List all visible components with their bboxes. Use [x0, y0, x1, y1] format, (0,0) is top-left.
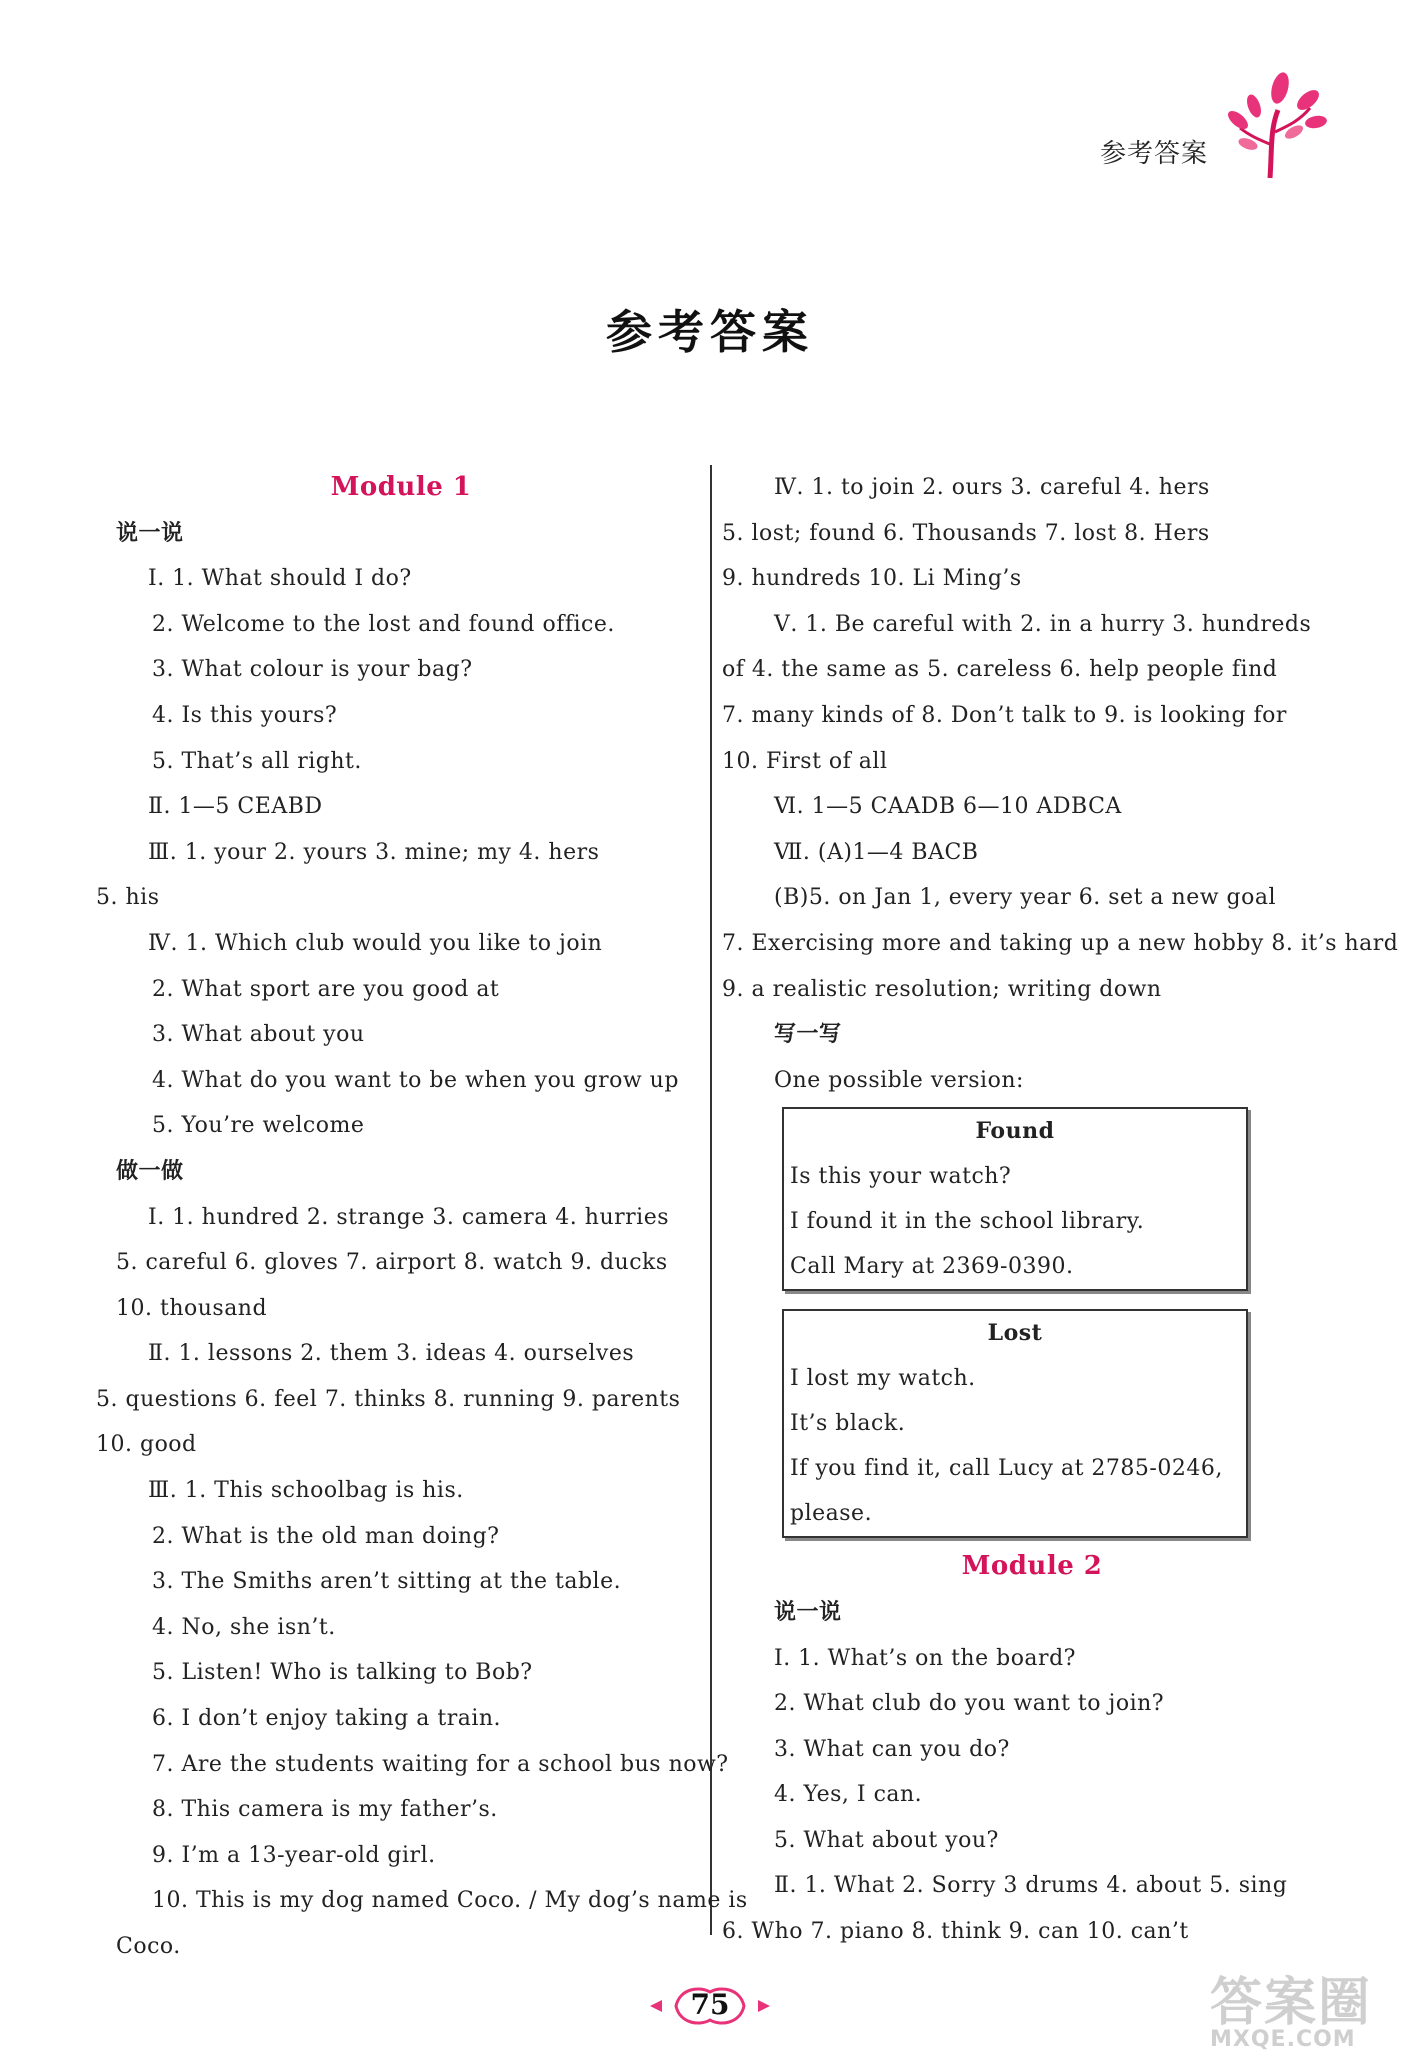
- header-label: 参考答案: [1100, 139, 1209, 169]
- section-heading: 说一说: [116, 520, 184, 546]
- module-heading: Module 1: [330, 472, 472, 502]
- answer-line: 6. I don’t enjoy taking a train.: [152, 1706, 502, 1732]
- found-notice-line: I found it in the school library.: [790, 1209, 1145, 1235]
- page-number: [640, 1978, 780, 2034]
- answer-line: Ⅳ. 1. Which club would you like to join: [148, 930, 603, 956]
- answer-line: Ⅲ. 1. This schoolbag is his.: [148, 1478, 464, 1504]
- answer-line: Ⅵ. 1—5 CAADB 6—10 ADBCA: [774, 794, 1122, 820]
- answer-line: Ⅴ. 1. Be careful with 2. in a hurry 3. hundreds: [774, 611, 1312, 637]
- answer-line: 6. Who 7. piano 8. think 9. can 10. can’t: [722, 1919, 1189, 1945]
- answer-line: 2. What is the old man doing?: [152, 1523, 500, 1549]
- answer-line: 5. lost; found 6. Thousands 7. lost 8. Hers: [722, 520, 1210, 546]
- lost-notice-line: I lost my watch.: [790, 1366, 976, 1392]
- lost-notice-line: If you find it, call Lucy at 2785-0246,: [790, 1456, 1223, 1482]
- answer-line: 2. Welcome to the lost and found office.: [152, 611, 615, 637]
- answer-line: Ⅰ. 1. What should I do?: [148, 566, 412, 592]
- module-heading: Module 2: [961, 1551, 1103, 1582]
- lost-notice-line: It’s black.: [790, 1411, 906, 1437]
- watermark-url: MXQE.COM: [1210, 2027, 1356, 2052]
- answer-line: Ⅳ. 1. to join 2. ours 3. careful 4. hers: [774, 475, 1210, 500]
- right-column: [722, 465, 1399, 1955]
- answer-line: 3. What colour is your bag?: [152, 657, 473, 683]
- left-column: [96, 465, 748, 1970]
- column-divider: [710, 465, 712, 1935]
- answer-line: 10. thousand: [116, 1295, 268, 1321]
- answer-line: 9. hundreds 10. Li Ming’s: [722, 566, 1022, 592]
- watermark-logo: [1210, 1960, 1410, 2050]
- answer-line: of 4. the same as 5. careless 6. help people find: [722, 657, 1278, 683]
- answer-line: 9. a realistic resolution; writing down: [722, 976, 1162, 1002]
- found-notice-title: Found: [975, 1118, 1055, 1145]
- answer-line: Coco.: [116, 1934, 181, 1959]
- answer-line: 8. This camera is my father’s.: [152, 1797, 498, 1823]
- answer-line: 5. careful 6. gloves 7. airport 8. watch 9. ducks: [116, 1250, 668, 1276]
- answer-line: 5. You’re welcome: [152, 1113, 365, 1139]
- answer-line: Ⅱ. 1. What 2. Sorry 3 drums 4. about 5. sing: [774, 1873, 1288, 1899]
- answer-line: 3. What about you: [152, 1022, 365, 1048]
- answer-line: 5. That’s all right.: [152, 748, 362, 774]
- answer-line: 2. What sport are you good at: [152, 976, 500, 1002]
- answer-line: One possible version:: [774, 1067, 1024, 1093]
- found-notice-line: Is this your watch?: [790, 1164, 1012, 1190]
- lost-notice-line: please.: [790, 1501, 873, 1527]
- answer-line: Ⅰ. 1. hundred 2. strange 3. camera 4. hurries: [148, 1204, 670, 1230]
- watermark-text: 答案圈: [1210, 1973, 1373, 2033]
- section-heading: 写一写: [774, 1022, 842, 1048]
- page-title: 参考答案: [606, 305, 814, 359]
- answer-line: 2. What club do you want to join?: [774, 1691, 1165, 1717]
- answer-line: 10. This is my dog named Coco. / My dog’s name is: [152, 1888, 748, 1914]
- section-heading: 做一做: [116, 1158, 184, 1184]
- answer-line: Ⅰ. 1. What’s on the board?: [774, 1645, 1076, 1671]
- answer-line: 5. Listen! Who is talking to Bob?: [152, 1660, 533, 1686]
- answer-line: 3. The Smiths aren’t sitting at the table.: [152, 1569, 622, 1595]
- tree-icon: [1220, 70, 1330, 180]
- page-number-text: 75: [690, 1988, 730, 2021]
- answer-line: 7. Exercising more and taking up a new hobby 8. it’s hard: [722, 930, 1399, 956]
- answer-line: (B)5. on Jan 1, every year 6. set a new goal: [774, 885, 1277, 911]
- answer-line: 5. his: [96, 885, 160, 911]
- answer-line: 10. First of all: [722, 748, 888, 774]
- answer-line: Ⅱ. 1—5 CEABD: [148, 794, 323, 820]
- answer-line: 9. I’m a 13-year-old girl.: [152, 1842, 436, 1868]
- answer-line: 3. What can you do?: [774, 1736, 1010, 1762]
- answer-line: 7. many kinds of 8. Don’t talk to 9. is looking for: [722, 702, 1287, 728]
- answer-line: 7. Are the students waiting for a school bus now?: [152, 1751, 729, 1777]
- found-notice-box: [782, 1107, 1248, 1291]
- lost-notice-box: [782, 1309, 1248, 1538]
- lost-notice-title: Lost: [987, 1320, 1043, 1347]
- answer-line: Ⅱ. 1. lessons 2. them 3. ideas 4. ourselves: [148, 1341, 635, 1367]
- answer-line: 4. What do you want to be when you grow up: [152, 1067, 679, 1093]
- answer-line: 4. Is this yours?: [152, 702, 338, 728]
- answer-line: 4. No, she isn’t.: [152, 1614, 336, 1640]
- answer-line: 4. Yes, I can.: [774, 1782, 923, 1808]
- answer-line: Ⅲ. 1. your 2. yours 3. mine; my 4. hers: [148, 839, 600, 865]
- answer-line: 10. good: [96, 1432, 197, 1458]
- page-header: [1090, 70, 1340, 180]
- found-notice-line: Call Mary at 2369-0390.: [790, 1254, 1074, 1280]
- answer-line: 5. questions 6. feel 7. thinks 8. running 9. parents: [96, 1386, 681, 1412]
- answer-line: 5. What about you?: [774, 1827, 999, 1853]
- answer-line: Ⅶ. (A)1—4 BACB: [774, 839, 979, 865]
- section-heading: 说一说: [774, 1599, 842, 1625]
